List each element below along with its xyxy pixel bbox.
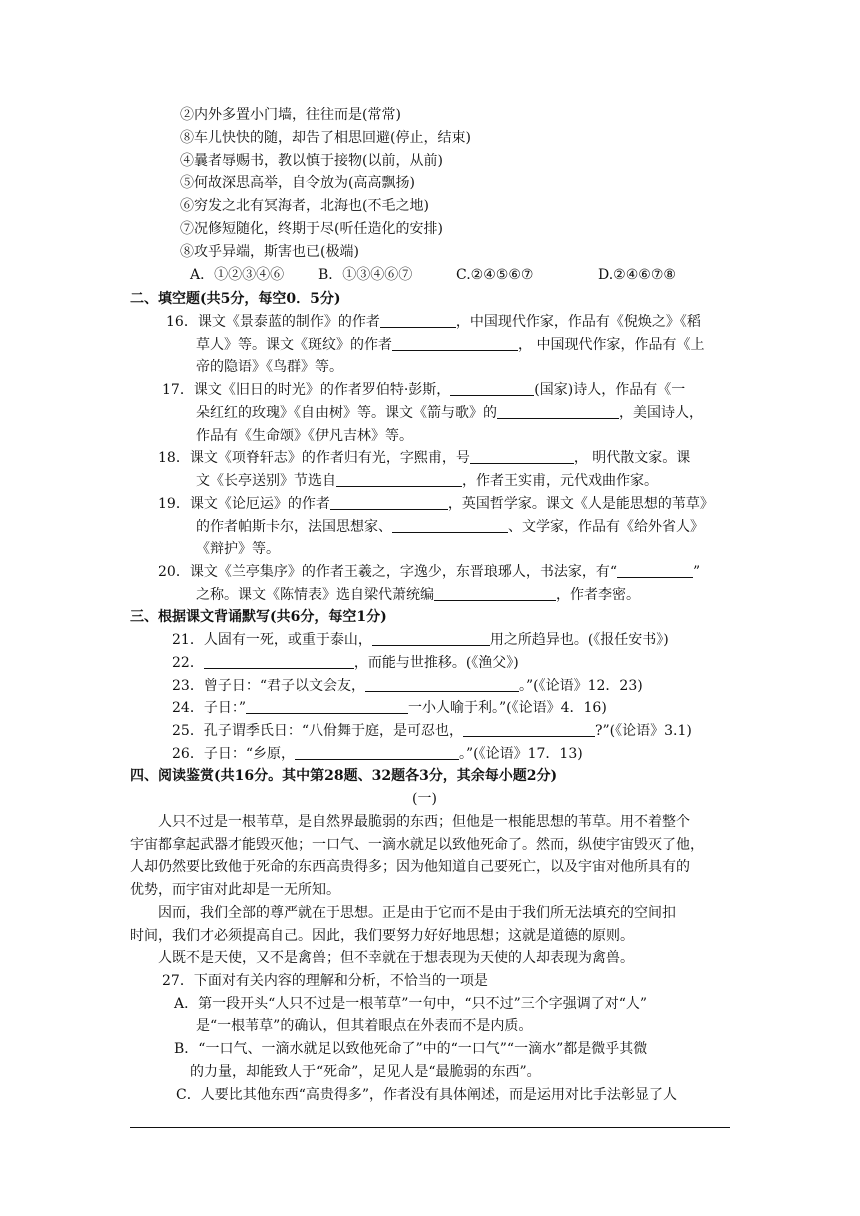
text: 的作者帕斯卡尔，法国思想家、 — [196, 519, 392, 535]
blank-line — [295, 744, 459, 760]
question-17-cont: 作品有《生命颂》《伊凡吉林》等。 — [196, 428, 413, 444]
blank-line — [336, 471, 462, 487]
text: 24．子日：” — [172, 700, 246, 716]
passage-number: (一) — [412, 791, 437, 807]
question-18-cont — [196, 470, 658, 492]
text: 一小人喻于利。”(《论语》4．16) — [407, 700, 607, 716]
text: 用之所趋异也。(《报任安书》) — [489, 632, 669, 648]
blank-line — [434, 585, 556, 601]
blank-line — [380, 312, 456, 328]
text: 文《长亭送别》节选自 — [196, 473, 336, 489]
item-line: ⑥穷发之北有冥海者，北海也(不毛之地) — [180, 198, 429, 214]
question-20 — [158, 561, 700, 583]
section-heading: 二、填空题(共5分，每空0．5分) — [130, 291, 341, 307]
option-line: B．“一口气、一滴水就足以致他死命了”中的“一口气”“一滴水”都是微乎其微 — [174, 1041, 648, 1057]
section-heading: 三、根据课文背诵默写(共6分，每空1分) — [130, 609, 387, 625]
text: 20．课文《兰亭集序》的作者王羲之，字逸少，东晋琅琊人，书法家，有“ — [158, 564, 617, 580]
passage-line: 时间，我们才必须提高自己。因此，我们要努力好好地思想；这就是道德的原则。 — [130, 928, 634, 944]
text: 18．课文《项脊轩志》的作者归有光，字熙甫，号 — [158, 450, 470, 466]
blank-line — [450, 380, 534, 396]
passage-line: 宇宙都拿起武器才能毁灭他；一口气、一滴水就足以致他死命了。然而，纵使宇宙毁灭了他， — [130, 837, 704, 853]
text: ， 明代散文家。课 — [573, 450, 691, 466]
blank-line — [372, 630, 490, 646]
blank-line — [470, 448, 574, 464]
blank-line — [617, 562, 693, 578]
option-c: C.②④⑤⑥⑦ — [456, 267, 534, 283]
question-24 — [172, 697, 607, 719]
question-16-cont — [196, 334, 704, 356]
question-16-cont: 帝的隐语》《鸟群》等。 — [196, 359, 343, 375]
question-17-cont — [196, 402, 703, 424]
text: 25．孔子谓季氏日：“八佾舞于庭，是可忍也， — [172, 723, 463, 739]
text: ，作者王实甫，元代戏曲作家。 — [462, 473, 658, 489]
option-a: A．①②③④⑥ — [190, 267, 285, 283]
item-line: ⑦况修短随化，终期于尽(听任造化的安排) — [180, 221, 443, 237]
blank-line — [365, 676, 519, 692]
text: ，而能与世推移。(《渔父》) — [353, 655, 519, 671]
text: 之称。课文《陈情表》选自梁代萧统编 — [196, 587, 434, 603]
question-18 — [158, 447, 690, 469]
option-line: 的力量，却能致人于“死命”，足见人是“最脆弱的东西”。 — [190, 1064, 541, 1080]
blank-line — [204, 653, 354, 669]
blank-line — [392, 335, 518, 351]
passage-line: 优势，而宇宙对此却是一无所知。 — [130, 882, 340, 898]
question-16 — [166, 311, 701, 333]
text: 16．课文《景泰蓝的制作》的作者 — [166, 314, 380, 330]
text: ?”(《论语》3.1) — [594, 723, 692, 739]
option-d: D.②④⑥⑦⑧ — [598, 267, 676, 283]
blank-line — [463, 721, 595, 737]
text: 。”(《论语》12．23) — [518, 678, 643, 694]
text: 23．曾子日：“君子以文会友， — [172, 678, 365, 694]
option-line: 是“一根苇草”的确认，但其着眼点在外表而不是内质。 — [196, 1018, 533, 1034]
text: 26．子日：“乡原， — [172, 746, 295, 762]
question-23 — [172, 675, 643, 697]
text: (国家)诗人，作品有《一 — [534, 382, 686, 398]
answer-options — [190, 264, 676, 286]
blank-line — [246, 698, 408, 714]
passage-line: 人只不过是一根苇草，是自然界最脆弱的东西；但他是一根能思想的苇草。用不着整个 — [158, 814, 690, 830]
text: 19．课文《论厄运》的作者 — [158, 496, 330, 512]
item-line: ⑧攻乎异端，斯害也已(极端) — [180, 244, 359, 260]
question-17 — [162, 379, 685, 401]
section-heading: 四、阅读鉴赏(共16分。其中第28题、32题各3分，其余每小题2分) — [130, 768, 558, 784]
text: ，美国诗人， — [619, 405, 703, 421]
text: 草人》等。课文《斑纹》的作者 — [196, 337, 392, 353]
question-20-cont — [196, 584, 640, 606]
item-line: ②内外多置小门墙，往往而是(常常) — [180, 107, 401, 123]
question-19-cont: 《辩护》等。 — [196, 541, 280, 557]
text: 21．人固有一死，或重于泰山， — [172, 632, 372, 648]
footer-divider — [130, 1127, 730, 1128]
question-25 — [172, 720, 692, 742]
passage-line: 人却仍然要比致他于死命的东西高贵得多；因为他知道自己要死亡，以及宇宙对他所具有的 — [130, 859, 690, 875]
passage-line: 人既不是天使，又不是禽兽；但不幸就在于想表现为天使的人却表现为禽兽。 — [158, 950, 634, 966]
text: 22． — [172, 655, 204, 671]
question-26 — [172, 743, 583, 765]
blank-line — [497, 403, 619, 419]
text: 、文学家，作品有《给外省人》 — [508, 519, 704, 535]
option-line: C．人要比其他东西“高贵得多”，作者没有具体阐述，而是运用对比手法彰显了人 — [176, 1087, 678, 1103]
question-27: 27．下面对有关内容的理解和分析，不恰当的一项是 — [162, 973, 488, 989]
text: ，中国现代作家，作品有《倪焕之》《稻 — [455, 314, 701, 330]
text: ， 中国现代作家，作品有《上 — [518, 337, 705, 353]
text: ” — [692, 564, 701, 580]
blank-line — [330, 494, 448, 510]
text: 。”(《论语》17．13) — [458, 746, 583, 762]
text: 17．课文《旧日的时光》的作者罗伯特·彭斯， — [162, 382, 451, 398]
question-21 — [172, 629, 669, 651]
question-19 — [158, 493, 714, 515]
text: ，作者李密。 — [556, 587, 640, 603]
text: 朵红红的玫瑰》《自由树》等。课文《箭与歌》的 — [196, 405, 497, 421]
item-line: ⑧车儿快快的随，却告了相思回避(停止，结束) — [180, 130, 471, 146]
question-19-cont — [196, 516, 704, 538]
option-b: B．①③④⑥⑦ — [318, 267, 413, 283]
passage-line: 因而，我们全部的尊严就在于思想。正是由于它而不是由于我们所无法填充的空间扣 — [158, 905, 676, 921]
text: ，英国哲学家。课文《人是能思想的苇草》 — [447, 496, 714, 512]
item-line: ④曩者辱赐书，教以慎于接物(以前，从前) — [180, 153, 443, 169]
blank-line — [392, 517, 508, 533]
item-line: ⑤何故深思高举，自令放为(高高飘扬) — [180, 175, 415, 191]
question-22 — [172, 652, 519, 674]
option-line: A．第一段开头“人只不过是一根苇草”一句中，“只不过”三个字强调了对“人” — [174, 996, 648, 1012]
